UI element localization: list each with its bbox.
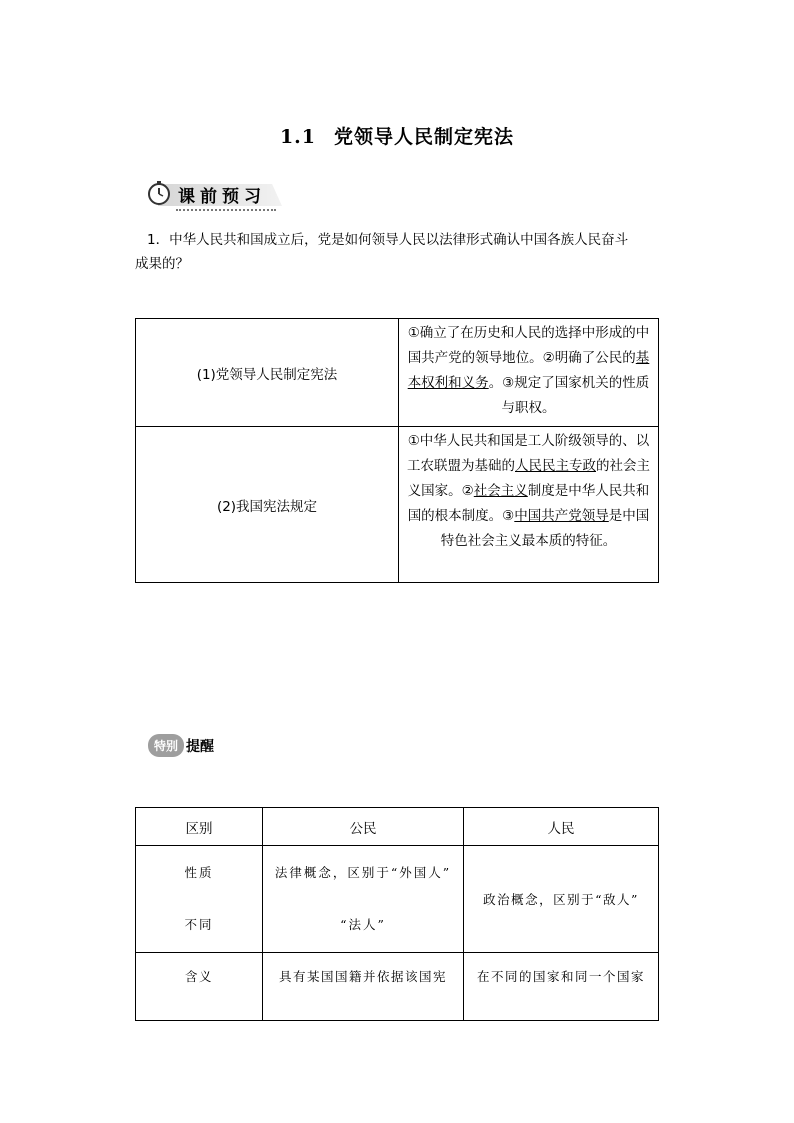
section-header-label: 课前预习 xyxy=(178,187,266,207)
question-1 xyxy=(135,228,660,276)
table-cell-topic: (1)党领导人民制定宪法 xyxy=(136,319,399,427)
underlined-answer: 中国共产党领导 xyxy=(514,508,609,524)
label-line: 性质 xyxy=(184,865,214,880)
table-row xyxy=(136,846,659,953)
table-header-cell: 区别 xyxy=(136,808,263,846)
text-fragment: 是中国特色社会主义最本质的特征。 xyxy=(440,508,650,549)
table-cell: 在不同的国家和同一个国家 xyxy=(464,953,659,1021)
cell-line: 法律概念，区别于“外国人” xyxy=(274,865,452,880)
underlined-answer: 社会主义 xyxy=(473,483,528,499)
question-line-2: 成果的？ xyxy=(135,256,189,272)
page-title xyxy=(0,122,794,149)
section-header-preview xyxy=(146,178,282,210)
cell-line: “法人” xyxy=(340,917,386,932)
table-cell-topic: (2)我国宪法规定 xyxy=(136,427,399,583)
title-text: 党领导人民制定宪法 xyxy=(334,126,515,148)
underlined-answer: 人民民主专政 xyxy=(515,458,596,474)
table-row xyxy=(136,319,659,427)
reminder-heading xyxy=(148,734,214,756)
table-cell: 政治概念，区别于“敌人” xyxy=(464,846,659,953)
label-line: 不同 xyxy=(184,917,214,932)
table-cell-label: 含义 xyxy=(136,953,263,1021)
table-cell xyxy=(263,846,464,953)
text-fragment: ①中华人民共和国是工人阶级领导的、以工农联盟为基础的 xyxy=(407,433,650,474)
reminder-label: 提醒 xyxy=(186,738,215,755)
table-header-cell: 人民 xyxy=(464,808,659,846)
table-cell-content xyxy=(399,427,659,583)
text-fragment: 。③规定了国家机关的性质与职权。 xyxy=(488,375,650,416)
underlined-answer: 基本权利和义务 xyxy=(407,350,650,391)
text-fragment: 制度是中华人民共和国的根本制度。③ xyxy=(407,483,650,524)
title-number: 1.1 xyxy=(279,126,317,148)
table-row xyxy=(136,953,659,1021)
answer-table xyxy=(135,318,659,583)
table-header-cell: 公民 xyxy=(263,808,464,846)
table-row xyxy=(136,427,659,583)
text-fragment: 的社会主义国家。② xyxy=(407,458,650,499)
table-cell-content xyxy=(399,319,659,427)
section-header-underline xyxy=(176,205,276,211)
table-header-row xyxy=(136,808,659,846)
table-cell: 具有某国国籍并依据该国宪 xyxy=(263,953,464,1021)
text-fragment: ①确立了在历史和人民的选择中形成的中国共产党的领导地位。②明确了公民的 xyxy=(407,325,650,366)
table-cell-label xyxy=(136,846,263,953)
stopwatch-icon xyxy=(146,180,172,206)
comparison-table xyxy=(135,807,659,1021)
reminder-badge: 特别 xyxy=(148,734,184,757)
question-line-1: 1．中华人民共和国成立后，党是如何领导人民以法律形式确认中国各族人民奋斗 xyxy=(147,232,629,248)
